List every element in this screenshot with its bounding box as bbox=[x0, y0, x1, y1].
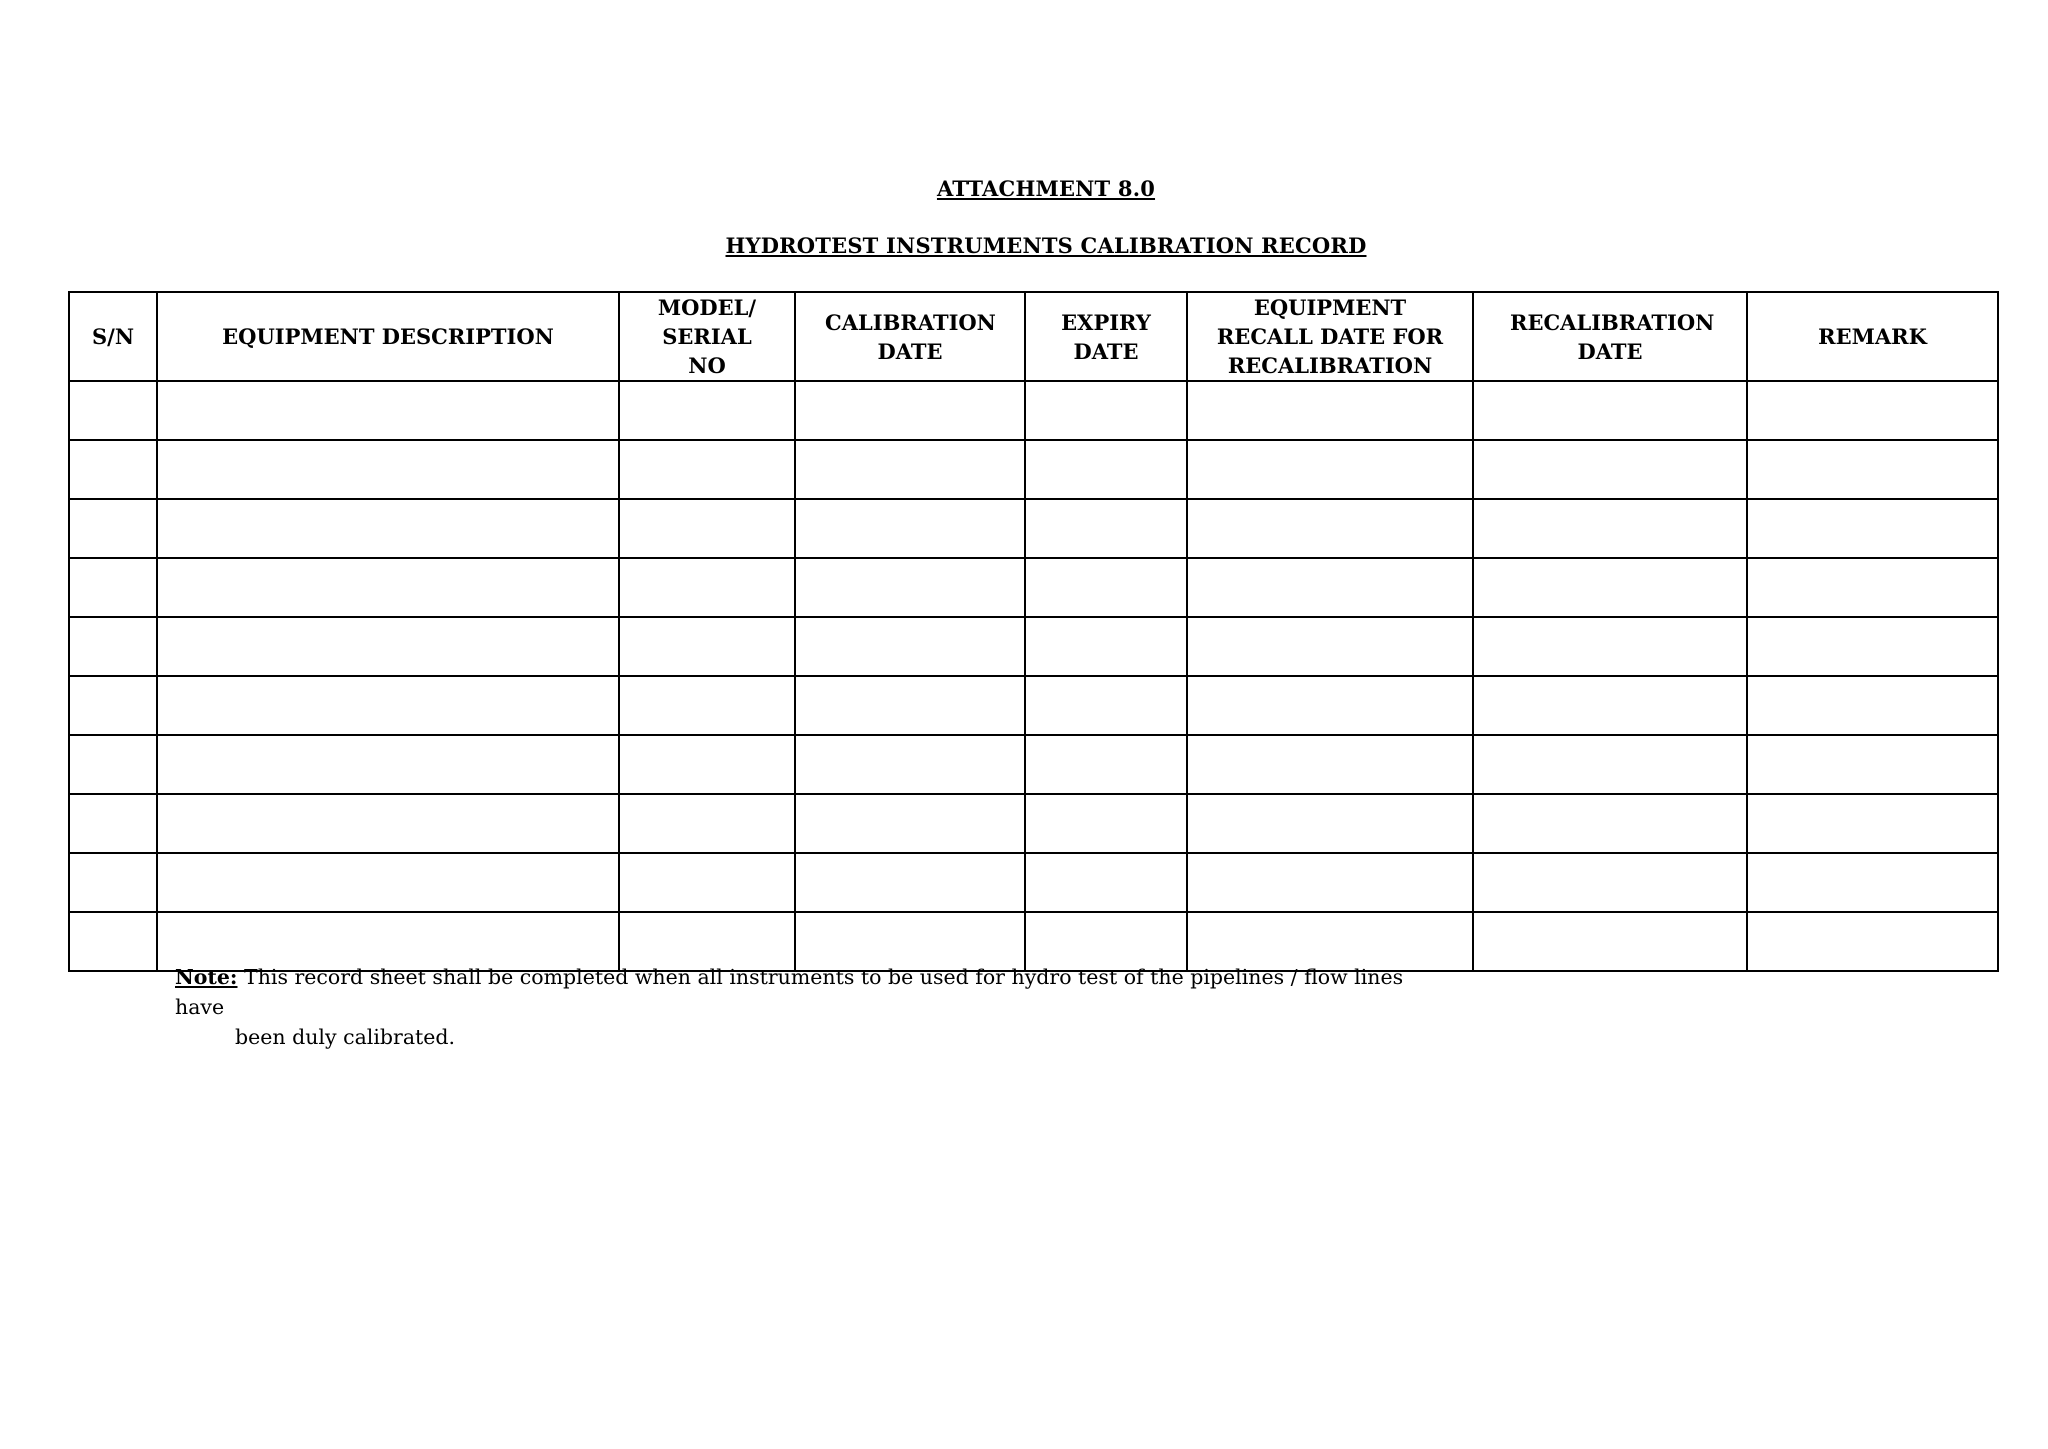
note-line-2: been duly calibrated. bbox=[235, 1025, 456, 1049]
calibration-record-table bbox=[68, 291, 1999, 972]
table-cell[interactable] bbox=[1747, 853, 1998, 912]
table-cell[interactable] bbox=[1187, 381, 1473, 440]
table-cell[interactable] bbox=[619, 558, 795, 617]
table-cell[interactable] bbox=[1747, 381, 1998, 440]
table-cell[interactable] bbox=[619, 853, 795, 912]
table-cell[interactable] bbox=[69, 735, 157, 794]
table-cell[interactable] bbox=[69, 794, 157, 853]
table-cell[interactable] bbox=[619, 617, 795, 676]
table-row bbox=[69, 794, 1998, 853]
note-line-1 bbox=[175, 962, 1455, 1022]
table-cell[interactable] bbox=[1473, 853, 1747, 912]
table-cell[interactable] bbox=[1747, 735, 1998, 794]
table-cell[interactable] bbox=[1473, 617, 1747, 676]
table-cell[interactable] bbox=[1187, 617, 1473, 676]
table-cell[interactable] bbox=[69, 617, 157, 676]
table-cell[interactable] bbox=[1025, 735, 1187, 794]
table-cell[interactable] bbox=[1747, 912, 1998, 971]
table-cell[interactable] bbox=[619, 735, 795, 794]
table-cell[interactable] bbox=[1025, 558, 1187, 617]
table-cell[interactable] bbox=[1187, 735, 1473, 794]
table-cell[interactable] bbox=[1025, 499, 1187, 558]
table-cell[interactable] bbox=[795, 676, 1025, 735]
record-body bbox=[69, 381, 1998, 971]
column-header-remark: REMARK bbox=[1747, 292, 1998, 381]
table-cell[interactable] bbox=[795, 735, 1025, 794]
table-row bbox=[69, 381, 1998, 440]
column-header-recall-date: EQUIPMENT RECALL DATE FOR RECALIBRATION bbox=[1187, 292, 1473, 381]
table-cell[interactable] bbox=[1187, 499, 1473, 558]
table-cell[interactable] bbox=[1187, 558, 1473, 617]
table-cell[interactable] bbox=[619, 676, 795, 735]
table-cell[interactable] bbox=[157, 794, 619, 853]
table-cell[interactable] bbox=[1187, 676, 1473, 735]
table-cell[interactable] bbox=[69, 676, 157, 735]
table-cell[interactable] bbox=[1747, 499, 1998, 558]
table-row bbox=[69, 440, 1998, 499]
table-cell[interactable] bbox=[157, 735, 619, 794]
table-cell[interactable] bbox=[69, 912, 157, 971]
table-cell[interactable] bbox=[1473, 735, 1747, 794]
table-cell[interactable] bbox=[1473, 676, 1747, 735]
table-cell[interactable] bbox=[1747, 558, 1998, 617]
note-label: Note: bbox=[175, 965, 238, 989]
table-row bbox=[69, 499, 1998, 558]
table-cell[interactable] bbox=[1473, 381, 1747, 440]
column-header-recalibration-date: RECALIBRATION DATE bbox=[1473, 292, 1747, 381]
table-cell[interactable] bbox=[1025, 440, 1187, 499]
table-cell[interactable] bbox=[157, 676, 619, 735]
table-cell[interactable] bbox=[1747, 794, 1998, 853]
table-cell[interactable] bbox=[1187, 853, 1473, 912]
column-header-expiry-date: EXPIRY DATE bbox=[1025, 292, 1187, 381]
table-cell[interactable] bbox=[1025, 617, 1187, 676]
table-row bbox=[69, 735, 1998, 794]
note bbox=[175, 962, 1455, 1052]
table-cell[interactable] bbox=[69, 499, 157, 558]
table-cell[interactable] bbox=[795, 440, 1025, 499]
table-cell[interactable] bbox=[1473, 499, 1747, 558]
table-cell[interactable] bbox=[795, 853, 1025, 912]
table-row bbox=[69, 617, 1998, 676]
table-cell[interactable] bbox=[157, 381, 619, 440]
table-cell[interactable] bbox=[157, 440, 619, 499]
table-cell[interactable] bbox=[1025, 794, 1187, 853]
column-header-calibration-date: CALIBRATION DATE bbox=[795, 292, 1025, 381]
column-header-equipment-description: EQUIPMENT DESCRIPTION bbox=[157, 292, 619, 381]
table-cell[interactable] bbox=[157, 558, 619, 617]
table-cell[interactable] bbox=[1025, 381, 1187, 440]
table-cell[interactable] bbox=[1473, 558, 1747, 617]
table-cell[interactable] bbox=[619, 499, 795, 558]
record-title: HYDROTEST INSTRUMENTS CALIBRATION RECORD bbox=[725, 233, 1367, 258]
table-cell[interactable] bbox=[69, 440, 157, 499]
table-cell[interactable] bbox=[1747, 440, 1998, 499]
table-row bbox=[69, 853, 1998, 912]
table-cell[interactable] bbox=[1747, 617, 1998, 676]
table-row bbox=[69, 676, 1998, 735]
table-cell[interactable] bbox=[795, 381, 1025, 440]
table-cell[interactable] bbox=[69, 558, 157, 617]
table-cell[interactable] bbox=[1473, 912, 1747, 971]
header-row bbox=[69, 292, 1998, 381]
table-cell[interactable] bbox=[619, 381, 795, 440]
table-cell[interactable] bbox=[1187, 440, 1473, 499]
table-cell[interactable] bbox=[157, 617, 619, 676]
table-cell[interactable] bbox=[1473, 440, 1747, 499]
table-cell[interactable] bbox=[1025, 676, 1187, 735]
note-text: This record sheet shall be completed when all instruments to be used for hydro test of the pipelines / flow lines have bbox=[175, 965, 1404, 1019]
table-row bbox=[69, 558, 1998, 617]
column-header-sn: S/N bbox=[69, 292, 157, 381]
table-cell[interactable] bbox=[69, 853, 157, 912]
table-cell[interactable] bbox=[795, 794, 1025, 853]
column-header-model-serial-no: MODEL/ SERIAL NO bbox=[619, 292, 795, 381]
table-cell[interactable] bbox=[795, 617, 1025, 676]
table-cell[interactable] bbox=[157, 853, 619, 912]
table-cell[interactable] bbox=[619, 794, 795, 853]
table-cell[interactable] bbox=[795, 558, 1025, 617]
table-cell[interactable] bbox=[1473, 794, 1747, 853]
attachment-title: ATTACHMENT 8.0 bbox=[936, 176, 1156, 201]
table-cell[interactable] bbox=[69, 381, 157, 440]
table-cell[interactable] bbox=[1187, 794, 1473, 853]
table-cell[interactable] bbox=[619, 440, 795, 499]
table-cell[interactable] bbox=[795, 499, 1025, 558]
table-cell[interactable] bbox=[157, 499, 619, 558]
table-cell[interactable] bbox=[1747, 676, 1998, 735]
table-cell[interactable] bbox=[1025, 853, 1187, 912]
